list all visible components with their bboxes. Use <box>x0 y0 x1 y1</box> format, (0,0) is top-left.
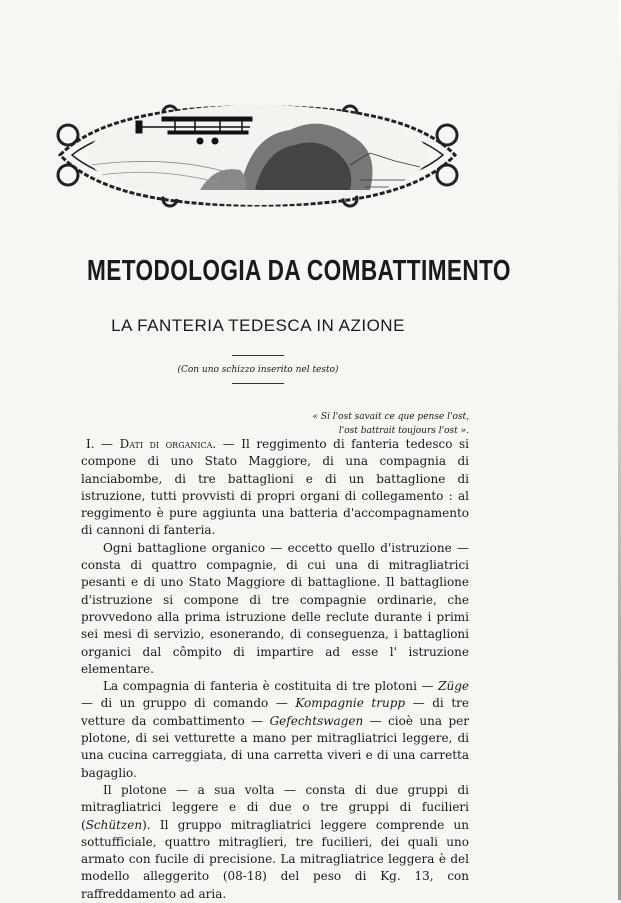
epigraph-line: « Si l'ost savait ce que pense l'ost, <box>312 412 469 422</box>
paragraph <box>81 436 469 540</box>
term: Kompagnie trupp <box>295 696 406 711</box>
paragraph-text: La compagnia di fanteria è costituita di tre plotoni — <box>103 679 439 694</box>
body-text <box>81 436 469 903</box>
header-illustration <box>50 95 465 225</box>
figure-note: (Con uno schizzo inserito nel testo) <box>177 365 339 375</box>
paragraph-text: Il plotone — a sua volta — consta di due gruppi di mitragliatrici leggere e di due o tre gruppi di fucilieri ( <box>81 782 469 832</box>
page-subtitle: LA FANTERIA TEDESCA IN AZIONE <box>111 316 405 335</box>
page-title: METODOLOGIA DA COMBATTIMENTO <box>86 255 511 287</box>
paragraph-text: — di tre vetture da combattimento — <box>81 696 469 728</box>
divider <box>232 355 284 356</box>
paragraph-text: ). Il gruppo mitragliatrici leggere comprende un sottufficiale, quattro mitraglieri, tre fucilieri, dei quali uno armato con fucile di precisione. La mitragliatrice leggera è del modello alleggerito (08-18) del peso di Kg. 13, con raffreddamento ad aria. <box>81 817 469 901</box>
section-dash: — <box>216 437 242 451</box>
paragraph-text: — cioè una per plotone, di sei vetturette a mano per mitragliatrici leggere, di una cucina carreggiata, di una carretta viveri e di una carretta bagaglio. <box>81 713 469 780</box>
paragraph <box>81 678 469 782</box>
paragraph <box>81 782 469 903</box>
term: Gefechtswagen <box>269 713 364 728</box>
term: Züge <box>438 679 469 694</box>
paragraph-text: Il reggimento di fanteria tedesco si compone di uno Stato Maggiore, di una compagnia di lanciabombe, di tre battaglioni e di un battaglione di istruzione, tutti provvisti di propri organi di collegamento : al reggimento è pure aggiunta una batteria d'accompagnamento di cannoni di fanteria. <box>81 437 469 538</box>
section-heading: Dati di organica. <box>119 437 217 451</box>
section-number: I. — <box>86 437 120 451</box>
epigraph-line: l'ost battrait toujours l'ost ». <box>338 426 469 436</box>
term: Schützen <box>85 817 143 832</box>
divider <box>232 383 284 384</box>
paragraph-text: — di un gruppo di comando — <box>81 696 296 711</box>
paragraph: Ogni battaglione organico — eccetto quello d'istruzione — consta di quattro compagnie, di cui una di mitragliatrici pesanti e di uno Stato Maggiore di battaglione. Il battaglione d'istruzione si compone di tre compagnie ordinarie, che provvedono alla prima istruzione delle reclute durante i primi sei mesi di servizio, esonerando, di conseguenza, i battaglioni organici dal cômpito di impartire ad esse l' istruzione elementare. <box>81 540 469 676</box>
epigraph <box>313 410 469 438</box>
